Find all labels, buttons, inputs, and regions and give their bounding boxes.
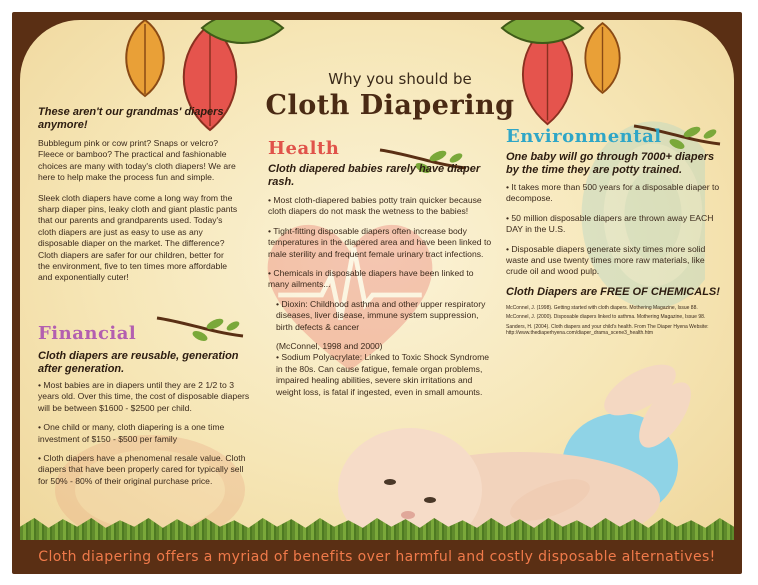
environmental-bullet-1: • It takes more than 500 years for a disposable diaper to decompose. <box>506 182 720 204</box>
intro-heading: These aren't our grandmas' diapers anymore! <box>38 106 224 131</box>
environmental-subheading: One baby will go through 7000+ diapers by the time they are potty trained. <box>506 151 715 176</box>
environmental-bullet-3: • Disposable diapers generate sixty times more solid waste and use twenty times more raw materials, like crude oil and wood pulp. <box>506 243 706 277</box>
health-bullet-2: • Tight-fitting disposable diapers often increase body temperatures in the diapered area and have been linked to male sterility and frequent female urinary tract infections. <box>268 225 492 259</box>
intro-paragraph-1: Bubblegum pink or cow print? Snaps or velcro? Fleece or bamboo? The practical and fashionable choices are many with today's cloth diapers! We are here to help make the process fun and simple. <box>38 138 236 183</box>
financial-subheading: Cloth diapers are reusable, generation after generation. <box>38 350 239 375</box>
reference-3: Sanders, H. (2004). Cloth diapers and your child's health. From The Diaper Hyena Website: http://www.thediaperhyena.com/diaper_drama_scene3_health.htm <box>506 323 709 337</box>
financial-bullet-2: • One child or many, cloth diapering is a one time investment of $150 - $500 per family <box>38 422 225 444</box>
leaf-orange-icon <box>115 20 175 98</box>
poster-frame <box>12 12 742 574</box>
chemicals-line: Cloth Diapers are FREE OF CHEMICALS! <box>506 285 720 298</box>
intro-paragraph-2: Sleek cloth diapers have come a long way from the sharp diaper pins, leaky cloth and giant plastic pants that our parents and grandparents used. Today's cloth diapers are just as easy to use as any disposable diaper on the market. The difference? Cloth diapers are safer for our children, better for the environment, five to ten times more affordable and exponentially cuter! <box>38 192 238 283</box>
leaf-green-icon <box>500 20 585 48</box>
health-bullet-1: • Most cloth-diapered babies potty train quicker because cloth diapers do not mask the wetness to the babies! <box>268 195 482 217</box>
health-bullet-3: • Chemicals in disposable diapers have been linked to many ailments... <box>268 268 474 290</box>
health-sub-bullet-2: (McConnel, 1998 and 2000) • Sodium Polyacrylate: Linked to Toxic Shock Syndrome in the 80s. Can cause fatigue, female organ problems, impaired healing abilities, severe skin irritations and weight loss, is fatal if ingested, even in small amounts. <box>276 341 490 397</box>
baby-photo <box>320 350 720 540</box>
reference-2: McConnel, J. (2000). Disposable diapers linked to asthma. Mothering Magazine, Issue 98. <box>506 314 706 321</box>
health-sub-bullet-1: • Dioxin: Childhood asthma and other upper respiratory diseases, liver disease, immune system suppression, birth defects & cancer <box>276 298 486 332</box>
footer-banner <box>12 540 742 574</box>
footer-text: Cloth diapering offers a myriad of benefits over harmful and costly disposable alternatives! <box>38 549 716 565</box>
title-top: Why you should be <box>328 70 472 88</box>
environmental-section <box>506 126 728 339</box>
leaf-green-icon <box>200 20 285 48</box>
financial-bullet-1: • Most babies are in diapers until they are 2 1/2 to 3 years old. Over this time, the cost of disposable diapers will be between $1600 - $2500 per child. <box>38 380 250 413</box>
financial-heading: Financial <box>38 323 137 344</box>
financial-section <box>38 323 253 495</box>
reference-1: McConnel, J. (1998). Getting started with cloth diapers. Mothering Magazine, Issue 88. <box>506 304 698 311</box>
financial-bullet-3: • Cloth diapers have a phenomenal resale value. Cloth diapers that have been properly cared for typically sell for 50% - 80% of their original purchase price. <box>38 453 246 486</box>
health-subheading: Cloth diapered babies rarely have diaper rash. <box>268 163 481 188</box>
environmental-heading: Environmental <box>506 126 662 147</box>
health-heading: Health <box>268 138 340 159</box>
page-title: Cloth Diapering <box>265 90 515 121</box>
intro-column <box>38 106 238 293</box>
poster-background <box>20 20 734 540</box>
environmental-bullet-2: • 50 million disposable diapers are thrown away EACH DAY in the U.S. <box>506 212 714 235</box>
